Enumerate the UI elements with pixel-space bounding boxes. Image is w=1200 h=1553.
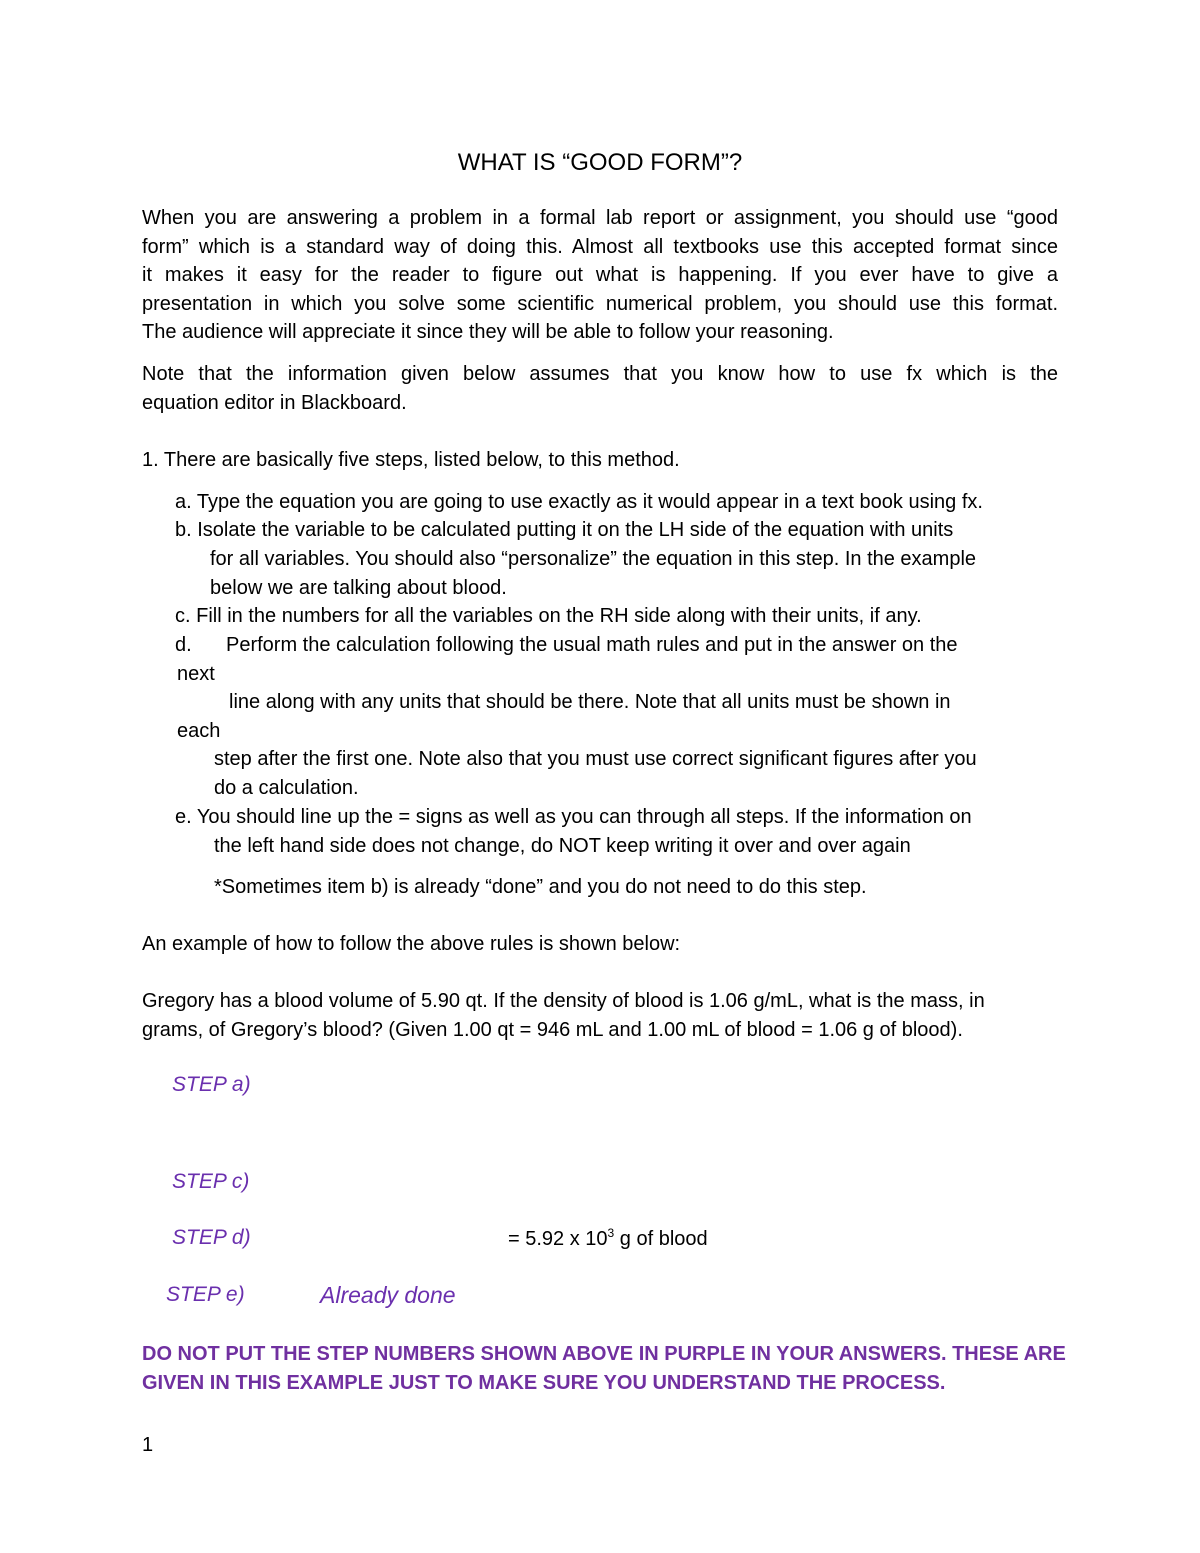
- step-a-text: a. Type the equation you are going to use exactly as it would appear in a text book using fx.: [175, 491, 983, 513]
- example-intro: An example of how to follow the above rules is shown below:: [142, 933, 681, 955]
- answer-line: [508, 1225, 708, 1253]
- step-e-text: the left hand side does not change, do NOT keep writing it over and over again: [214, 835, 911, 857]
- step-c-label: STEP c): [172, 1170, 250, 1193]
- step-d-text: each: [177, 720, 221, 742]
- step-b-text: below we are talking about blood.: [210, 577, 507, 599]
- problem-text: Gregory has a blood volume of 5.90 qt. If the density of blood is 1.06 g/mL, what is the mass, in: [142, 990, 985, 1012]
- step-d-marker: d.: [175, 634, 192, 656]
- intro-line: The audience will appreciate it since they will be able to follow your reasoning.: [142, 321, 834, 344]
- note-line: Note that the information given below assumes that you know how to use fx which is the: [142, 363, 1058, 385]
- answer-value: = 5.92 x 10: [508, 1228, 608, 1250]
- step-d-text: Perform the calculation following the usual math rules and put in the answer on the: [226, 634, 958, 656]
- page-number: 1: [142, 1434, 154, 1456]
- step-d-text: step after the first one. Note also that you must use correct significant figures after you: [214, 748, 977, 770]
- intro-line: it makes it easy for the reader to figure out what is happening. If you ever have to give a: [142, 264, 1058, 287]
- list-item-1: 1. There are basically five steps, listed below, to this method.: [142, 449, 680, 471]
- step-d-text: do a calculation.: [214, 777, 359, 799]
- intro-line: presentation in which you solve some scientific numerical problem, you should use this format.: [142, 292, 1058, 315]
- intro-paragraph: [142, 204, 1058, 347]
- problem-text: grams, of Gregory’s blood? (Given 1.00 qt = 946 mL and 1.00 mL of blood = 1.06 g of blood).: [142, 1019, 963, 1041]
- answer-exponent: 3: [607, 1226, 615, 1240]
- step-d-text: line along with any units that should be there. Note that all units must be shown in: [229, 691, 951, 713]
- step-b-text: for all variables. You should also “personalize” the equation in this step. In the example: [210, 548, 977, 570]
- step-e-label: STEP e): [166, 1283, 245, 1306]
- step-e-note: Already done: [320, 1282, 456, 1308]
- warning-text: DO NOT PUT THE STEP NUMBERS SHOWN ABOVE IN PURPLE IN YOUR ANSWERS. THESE ARE: [142, 1343, 1066, 1365]
- intro-line: form” which is a standard way of doing this. Almost all textbooks use this accepted format since: [142, 235, 1058, 258]
- step-a-label: STEP a): [172, 1073, 251, 1096]
- intro-line: When you are answering a problem in a formal lab report or assignment, you should use “good: [142, 207, 1058, 229]
- step-d-text: next: [177, 663, 215, 685]
- step-c-text: c. Fill in the numbers for all the variables on the RH side along with their units, if any.: [175, 605, 922, 627]
- page-title: WHAT IS “GOOD FORM”?: [457, 149, 743, 176]
- note-paragraph: [142, 360, 1058, 417]
- warning-text: GIVEN IN THIS EXAMPLE JUST TO MAKE SURE YOU UNDERSTAND THE PROCESS.: [142, 1372, 946, 1394]
- footnote: *Sometimes item b) is already “done” and you do not need to do this step.: [214, 876, 867, 898]
- step-b-text: b. Isolate the variable to be calculated putting it on the LH side of the equation with units: [175, 519, 954, 541]
- step-d-label: STEP d): [172, 1226, 251, 1249]
- note-line: equation editor in Blackboard.: [142, 391, 407, 414]
- step-e-text: e. You should line up the = signs as well as you can through all steps. If the information on: [175, 806, 972, 828]
- answer-unit: g of blood: [614, 1228, 708, 1250]
